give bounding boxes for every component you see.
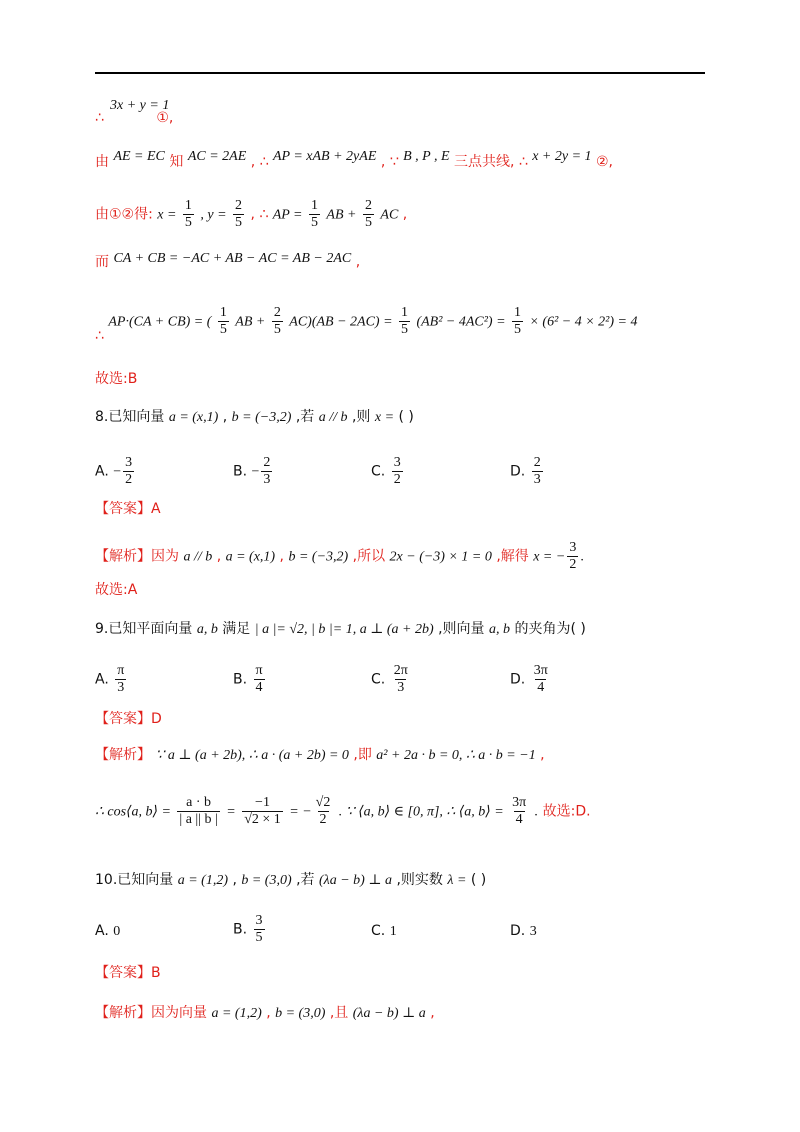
- solution-line-3: 由①②得: x = $\frac{1}{5}$ , y = $\frac{2}{5}$ , ∴ AP = $\frac{1}{5}$ AB + $\frac{2}{5}$ AC ,: [95, 198, 408, 231]
- question-9-answer: 【答案】D: [95, 711, 162, 727]
- fraction: $\frac{1}{5}$: [310, 198, 318, 231]
- question-9-option-d: D. $\frac{3\pi}{4}$: [510, 663, 548, 696]
- fraction: $\frac{3}{2}$: [393, 455, 401, 488]
- fraction: $\frac{\pi}{3}$: [117, 663, 125, 696]
- question-8-option-b: B. − $\frac{2}{3}$: [233, 455, 271, 488]
- math-expr: AP = xAB + 2yAE: [272, 149, 377, 164]
- question-10-option-b: B. $\frac{3}{5}$: [233, 913, 263, 946]
- fraction: $\frac{a \cdot b}{| a || b |}$: [179, 795, 218, 828]
- fraction: $\frac{3}{2}$: [125, 455, 133, 488]
- question-9-explanation-2: ∴ cos⟨a, b⟩ = $\frac{a \cdot b}{| a || b |}$ = $\frac{-1}{√2 \times 1}$ = − $\frac{√2}{2}$ . ∵ ⟨a, b⟩ ∈ [0, π], ∴ ⟨a, b⟩ = $\frac{3\pi}{4}$ . 故选:D.: [95, 795, 591, 828]
- solution-line-5: ∴ AP·(CA + CB) = ( $\frac{1}{5}$ AB + $\frac{2}{5}$ AC)(AB − 2AC) = $\frac{1}{5}$ (AB² − 4AC²) = $\frac{1}{5}$ × (6² − 4 × 2²) = 4: [95, 305, 638, 344]
- solution-line-2: 由 AE = EC 知 AC = 2AE , ∴ AP = xAB + 2yAE , ∵ B , P , E 三点共线, ∴ x + 2y = 1 ②,: [95, 149, 614, 170]
- fraction: $\frac{1}{5}$: [184, 198, 192, 231]
- question-8-option-c: C. $\frac{3}{2}$: [371, 455, 401, 488]
- question-10-option-a: A. 0: [95, 923, 121, 939]
- question-10-answer: 【答案】B: [95, 965, 161, 981]
- question-8-option-d: D. $\frac{2}{3}$: [510, 455, 541, 488]
- question-8-stem: 8.已知向量 a = (x,1) , b = (−3,2) ,若 a // b ,则 x = ( ): [95, 409, 414, 425]
- math-expr: CA + CB = −AC + AB − AC = AB − 2AC: [113, 251, 352, 266]
- fraction: $\frac{3}{2}$: [569, 540, 577, 573]
- fraction: $\frac{2}{3}$: [533, 455, 541, 488]
- question-9-option-c: C. $\frac{2\pi}{3}$: [371, 663, 408, 696]
- math-expr: 3x + y = 1: [110, 98, 170, 113]
- fraction: $\frac{3}{5}$: [255, 913, 263, 946]
- question-10-stem: 10.已知向量 a = (1,2) , b = (3,0) ,若 (λa − b) ⊥ a ,则实数 λ = ( ): [95, 872, 487, 888]
- math-expr: AC = 2AE: [187, 149, 247, 164]
- question-8-option-a: A. − $\frac{3}{2}$: [95, 455, 133, 488]
- question-9-option-a: A. $\frac{\pi}{3}$: [95, 663, 125, 696]
- fraction: $\frac{2\pi}{3}$: [393, 663, 408, 696]
- fraction: $\frac{\pi}{4}$: [255, 663, 263, 696]
- fraction: $\frac{3\pi}{4}$: [533, 663, 548, 696]
- math-expr: x + 2y = 1: [532, 149, 592, 164]
- question-10-option-c: C. 1: [371, 923, 397, 939]
- fraction: $\frac{1}{5}$: [400, 305, 408, 338]
- final-choice: 故选:B: [95, 371, 138, 387]
- fraction: $\frac{-1}{√2 \times 1}$: [244, 795, 281, 828]
- question-9-explanation-1: 【解析】 ∵ a ⊥ (a + 2b), ∴ a · (a + 2b) = 0 ,即 a² + 2a · b = 0, ∴ a · b = −1 ,: [95, 747, 545, 763]
- math-expr: B , P , E: [403, 149, 450, 164]
- question-8-explanation: 【解析】因为 a // b , a = (x,1) , b = (−3,2) ,所以 2x − (−3) × 1 = 0 ,解得 x = − $\frac{3}{2}$ .: [95, 540, 584, 573]
- fraction: $\frac{2}{5}$: [273, 305, 281, 338]
- question-10-option-d: D. 3: [510, 923, 537, 939]
- solution-line-4: 而 CA + CB = −AC + AB − AC = AB − 2AC ,: [95, 251, 361, 270]
- question-10-explanation: 【解析】因为向量 a = (1,2) , b = (3,0) ,且 (λa − b) ⊥ a ,: [95, 1005, 435, 1021]
- header-rule: [95, 72, 705, 74]
- fraction: $\frac{2}{5}$: [234, 198, 242, 231]
- math-expr: AE = EC: [113, 149, 165, 164]
- question-9-stem: 9.已知平面向量 a, b 满足 | a |= √2, | b |= 1, a ⊥ (a + 2b) ,则向量 a, b 的夹角为( ): [95, 621, 586, 637]
- fraction: $\frac{1}{5}$: [514, 305, 521, 338]
- fraction: $\frac{√2}{2}$: [315, 795, 331, 828]
- fraction: $\frac{1}{5}$: [219, 305, 227, 338]
- question-8-choice: 故选:A: [95, 582, 138, 598]
- fraction: $\frac{2}{3}$: [263, 455, 271, 488]
- question-9-option-b: B. $\frac{\pi}{4}$: [233, 663, 263, 696]
- fraction: $\frac{2}{5}$: [364, 198, 372, 231]
- therefore-line-1: ∴ ①,: [95, 110, 174, 126]
- fraction: $\frac{3\pi}{4}$: [512, 795, 527, 828]
- question-8-answer: 【答案】A: [95, 501, 161, 517]
